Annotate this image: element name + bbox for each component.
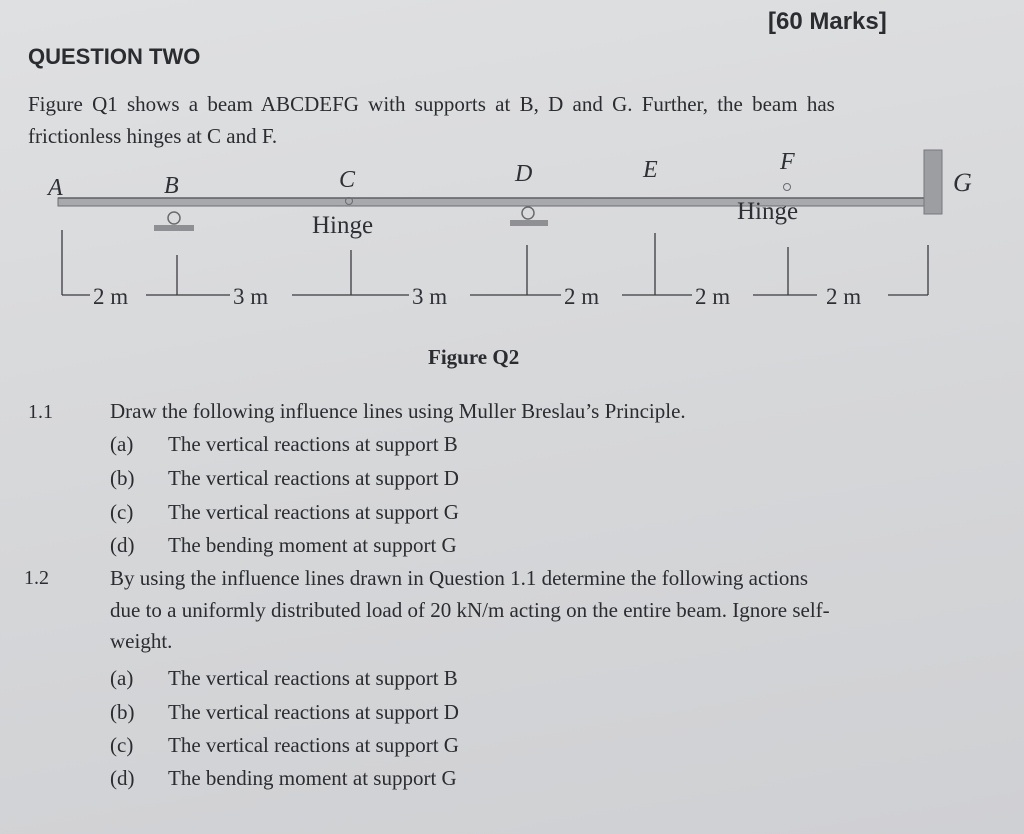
item-label: (b) <box>110 466 135 490</box>
item-text: The vertical reactions at support G <box>168 500 459 524</box>
q1-2-item-b <box>110 700 459 725</box>
q1-1-item-d <box>110 533 457 558</box>
roller-support-d <box>510 207 548 226</box>
span-ef: 2 m <box>695 284 731 309</box>
span-cd: 3 m <box>412 284 448 309</box>
fixed-support-g <box>924 150 942 214</box>
q1-2-number: 1.2 <box>24 567 49 589</box>
item-text: The vertical reactions at support G <box>168 733 459 757</box>
beam-figure <box>0 145 1024 330</box>
label-d: D <box>515 161 533 187</box>
item-label: (c) <box>110 500 134 524</box>
item-label: (a) <box>110 432 134 456</box>
item-text: The bending moment at support G <box>168 533 457 557</box>
q1-1-item-a <box>110 432 458 457</box>
item-label: (d) <box>110 533 135 557</box>
marks-label: [60 Marks] <box>768 8 887 35</box>
span-bc: 3 m <box>233 284 269 309</box>
q1-1-item-c <box>110 500 459 525</box>
label-g: G <box>953 168 972 197</box>
item-label: (b) <box>110 700 135 724</box>
q1-2-item-a <box>110 666 458 691</box>
hinge-label-c: Hinge <box>312 212 374 239</box>
q1-1-number: 1.1 <box>28 401 53 423</box>
hinge-label-f: Hinge <box>737 198 799 225</box>
q1-1-text: Draw the following influence lines using Muller Breslau’s Principle. <box>110 399 686 423</box>
span-ab: 2 m <box>93 284 129 309</box>
figure-caption: Figure Q2 <box>428 345 520 369</box>
span-de: 2 m <box>564 284 600 309</box>
intro-text-1: Figure Q1 shows a beam ABCDEFG with supports at B, D and G. Further, the beam has <box>28 92 835 116</box>
label-a: A <box>48 175 63 201</box>
q1-2-item-d <box>110 766 457 791</box>
item-label: (a) <box>110 666 134 690</box>
label-c: C <box>339 167 356 193</box>
item-text: The vertical reactions at support B <box>168 432 458 456</box>
item-label: (c) <box>110 733 134 757</box>
label-f: F <box>780 149 795 175</box>
item-label: (d) <box>110 766 135 790</box>
q1-2-line-3: weight. <box>110 629 173 653</box>
question-title: QUESTION TWO <box>28 44 201 69</box>
roller-support-b <box>154 212 194 231</box>
dimension-line <box>62 230 928 295</box>
label-b: B <box>164 173 179 199</box>
span-fg: 2 m <box>826 284 862 309</box>
hinge-f <box>784 184 791 191</box>
q1-2-line-1: By using the influence lines drawn in Question 1.1 determine the following actions <box>110 566 809 590</box>
item-text: The bending moment at support G <box>168 766 457 790</box>
item-text: The vertical reactions at support D <box>168 466 459 490</box>
q1-2-item-c <box>110 733 459 758</box>
intro-line-2: frictionless hinges at C and F. <box>28 124 278 148</box>
label-e: E <box>643 157 658 183</box>
q1-1-item-b <box>110 466 459 491</box>
item-text: The vertical reactions at support D <box>168 700 459 724</box>
item-text: The vertical reactions at support B <box>168 666 458 690</box>
intro-line-1 <box>28 92 988 117</box>
q1-2-line-2: due to a uniformly distributed load of 20 kN/m acting on the entire beam. Ignore self- <box>110 598 830 622</box>
